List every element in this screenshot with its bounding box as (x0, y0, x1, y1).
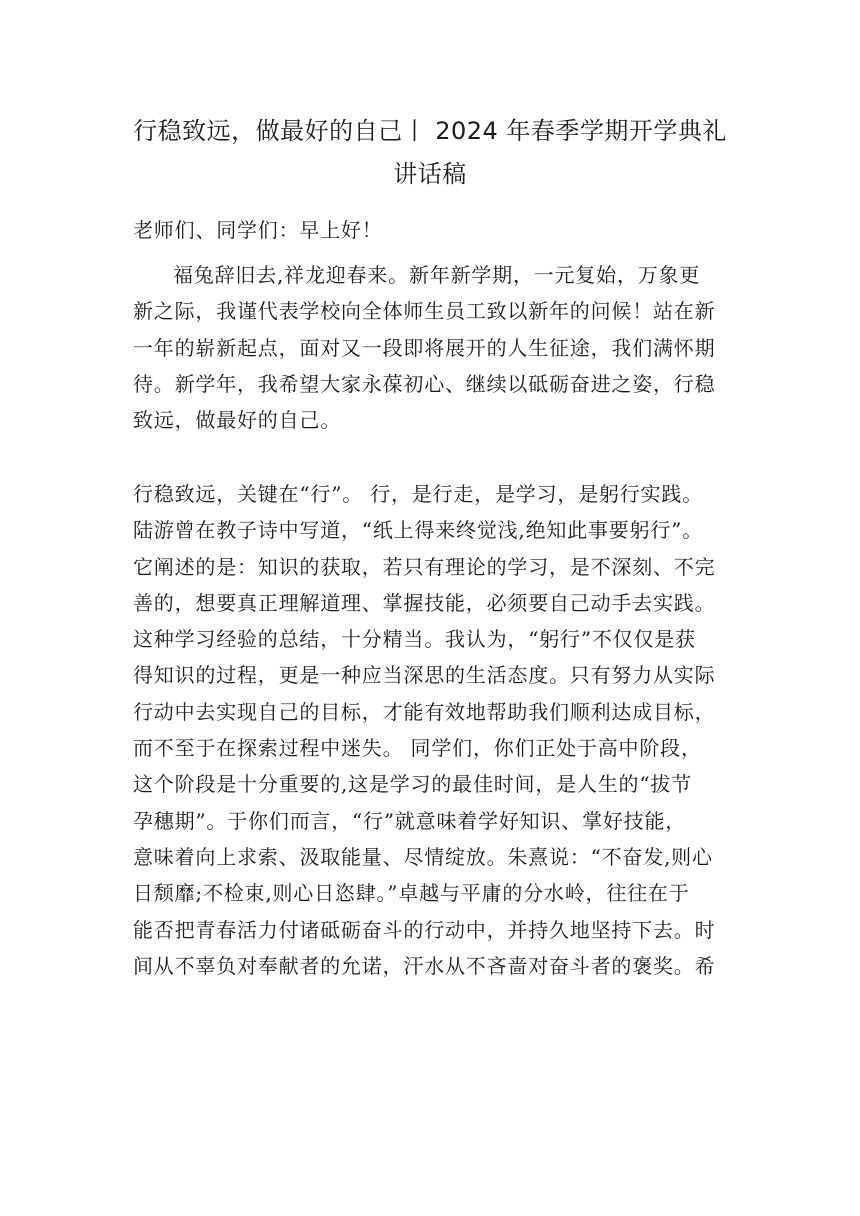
paragraph-line: 致远，做最好的自己。 (133, 408, 341, 433)
greeting: 老师们、同学们：早上好！ (133, 218, 383, 242)
paragraph-line: 陆游曾在教子诗中写道，“纸上得来终觉浅,绝知此事要躬行”。 (133, 518, 704, 543)
paragraph-line: 日颓靡;不检束,则心日恣肆。”卓越与平庸的分水岭，往往在于 (133, 881, 690, 906)
paragraph-line: 得知识的过程，更是一种应当深思的生活态度。只有努力从实际 (133, 663, 716, 688)
document-title-line-1: 行稳致远，做最好的自己丨 2024 年春季学期开学典礼 (133, 117, 727, 145)
paragraph-2 (133, 476, 733, 984)
document-title-line-2: 讲话稿 (393, 160, 467, 188)
paragraph-line: 福兔辞旧去,祥龙迎春来。新年新学期，一元复始，万象更 (173, 263, 701, 287)
paragraph-line: 而不至于在探索过程中迷失。 同学们，你们正处于高中阶段， (133, 736, 702, 761)
paragraph-line: 待。新学年，我希望大家永葆初心、继续以砥砺奋进之姿，行稳 (133, 371, 716, 396)
paragraph-line: 行稳致远，关键在“行”。 行，是行走，是学习，是躬行实践。 (133, 482, 704, 506)
paragraph-line: 一年的崭新起点，面对又一段即将展开的人生征途，我们满怀期 (133, 335, 716, 360)
paragraph-1 (133, 257, 733, 438)
paragraph-line: 意味着向上求索、汲取能量、尽情绽放。朱熹说：“不奋发,则心 (133, 844, 713, 869)
paragraph-line: 善的，想要真正理解道理、掌握技能，必须要自己动手去实践。 (133, 590, 716, 615)
paragraph-line: 这个阶段是十分重要的,这是学习的最佳时间，是人生的“拔节 (133, 772, 692, 797)
paragraph-line: 这种学习经验的总结，十分精当。我认为，“躬行”不仅仅是获 (133, 627, 696, 652)
paragraph-line: 间从不辜负对奉献者的允诺，汗水从不吝啬对奋斗者的褒奖。希 (133, 953, 716, 978)
paragraph-line: 新之际，我谨代表学校向全体师生员工致以新年的问候！站在新 (133, 299, 716, 324)
paragraph-line: 能否把青春活力付诸砥砺奋斗的行动中，并持久地坚持下去。时 (133, 917, 716, 942)
paragraph-line: 孕穗期”。于你们而言，“行”就意味着学好知识、掌好技能， (133, 808, 687, 833)
paragraph-line: 它阐述的是：知识的获取，若只有理论的学习，是不深刻、不完 (133, 554, 716, 579)
paragraph-line: 行动中去实现自己的目标，才能有效地帮助我们顺利达成目标， (133, 699, 716, 724)
